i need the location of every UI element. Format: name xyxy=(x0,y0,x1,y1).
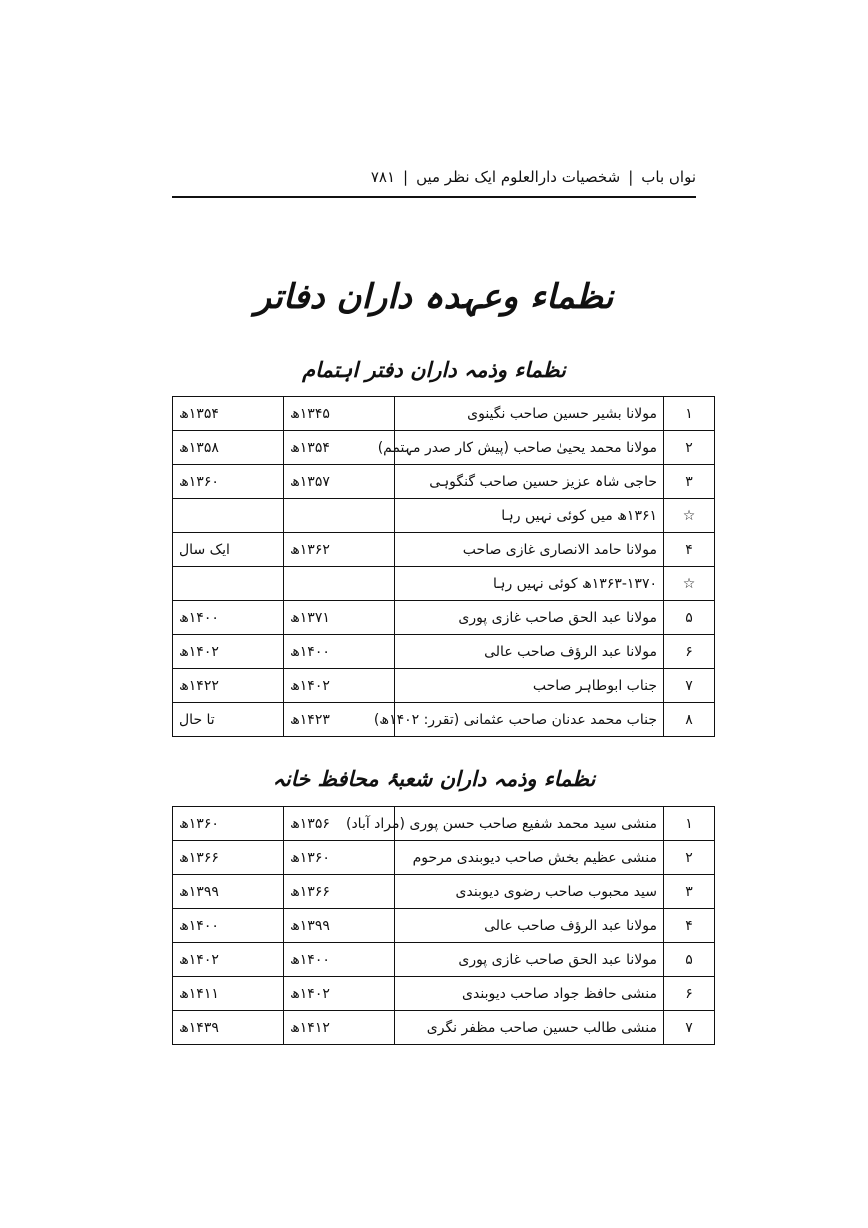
table-row xyxy=(173,841,715,875)
row-number: ۸ xyxy=(664,703,715,737)
table-row xyxy=(173,1011,715,1045)
start-year: ۱۳۹۹ھ xyxy=(284,909,395,943)
row-number: ۴ xyxy=(664,909,715,943)
end-year: ۱۳۵۴ھ xyxy=(173,397,284,431)
end-year: ۱۴۲۲ھ xyxy=(173,669,284,703)
person-name: منشی طالب حسین صاحب مظفر نگری xyxy=(395,1011,664,1045)
row-number: ۷ xyxy=(664,669,715,703)
end-year: ۱۴۰۰ھ xyxy=(173,909,284,943)
start-year: ۱۳۷۱ھ xyxy=(284,601,395,635)
end-year: تا حال xyxy=(173,703,284,737)
row-number: ۳ xyxy=(664,465,715,499)
row-number: ۵ xyxy=(664,601,715,635)
person-name: سید محبوب صاحب رضوی دیوبندی xyxy=(395,875,664,909)
table-row xyxy=(173,567,715,601)
chapter-label: نواں باب xyxy=(641,168,696,186)
person-name: حاجی شاہ عزیز حسین صاحب گنگوہی xyxy=(395,465,664,499)
end-year: ۱۳۶۶ھ xyxy=(173,841,284,875)
table-row xyxy=(173,635,715,669)
person-name: جناب ابوطاہر صاحب xyxy=(395,669,664,703)
end-year: ۱۴۱۱ھ xyxy=(173,977,284,1011)
person-name: ۱۳۶۳-۱۳۷۰ھ کوئی نہیں رہا xyxy=(395,567,664,601)
end-year: ۱۳۹۹ھ xyxy=(173,875,284,909)
row-number: ۳ xyxy=(664,875,715,909)
header-separator: | xyxy=(628,168,634,186)
office-table xyxy=(172,396,715,737)
start-year: ۱۳۵۷ھ xyxy=(284,465,395,499)
person-name: مولانا عبد الحق صاحب غازی پوری xyxy=(395,943,664,977)
end-year xyxy=(173,499,284,533)
end-year xyxy=(173,567,284,601)
row-number: ☆ xyxy=(664,499,715,533)
row-number: ۴ xyxy=(664,533,715,567)
person-name: منشی عظیم بخش صاحب دیوبندی مرحوم xyxy=(395,841,664,875)
start-year: ۱۳۴۵ھ xyxy=(284,397,395,431)
section-label: شخصیات دارالعلوم ایک نظر میں xyxy=(416,168,621,186)
person-name: منشی حافظ جواد صاحب دیوبندی xyxy=(395,977,664,1011)
row-number: ۶ xyxy=(664,977,715,1011)
table-row xyxy=(173,703,715,737)
table-row xyxy=(173,977,715,1011)
row-number: ۲ xyxy=(664,841,715,875)
page-number: ۷۸۱ xyxy=(370,168,395,186)
section-title-records: نظماء وذمہ داران شعبۂ محافظ خانہ xyxy=(272,766,596,791)
start-year xyxy=(284,499,395,533)
person-name: منشی سید محمد شفیع صاحب حسن پوری (مراد آباد) xyxy=(395,807,664,841)
row-number: ۶ xyxy=(664,635,715,669)
person-name: مولانا بشیر حسین صاحب نگینوی xyxy=(395,397,664,431)
table-row xyxy=(173,875,715,909)
section-title-office: نظماء وذمہ داران دفتر اہتمام xyxy=(302,357,566,382)
person-name: مولانا عبد الحق صاحب غازی پوری xyxy=(395,601,664,635)
table-row xyxy=(173,943,715,977)
person-name: ۱۳۶۱ھ میں کوئی نہیں رہا xyxy=(395,499,664,533)
start-year: ۱۴۰۲ھ xyxy=(284,977,395,1011)
start-year: ۱۳۶۲ھ xyxy=(284,533,395,567)
page-title: نظماء وعہدہ داران دفاتر xyxy=(254,277,614,317)
row-number: ۱ xyxy=(664,807,715,841)
row-number: ۱ xyxy=(664,397,715,431)
running-header xyxy=(172,158,696,198)
table-row xyxy=(173,669,715,703)
start-year xyxy=(284,567,395,601)
end-year: ۱۴۰۰ھ xyxy=(173,601,284,635)
row-number: ۷ xyxy=(664,1011,715,1045)
end-year: ایک سال xyxy=(173,533,284,567)
end-year: ۱۳۶۰ھ xyxy=(173,465,284,499)
start-year: ۱۴۲۳ھ xyxy=(284,703,395,737)
person-name: مولانا عبد الرؤف صاحب عالی xyxy=(395,909,664,943)
table-row xyxy=(173,807,715,841)
table-row xyxy=(173,533,715,567)
end-year: ۱۴۰۲ھ xyxy=(173,635,284,669)
table-row xyxy=(173,397,715,431)
end-year: ۱۳۵۸ھ xyxy=(173,431,284,465)
person-name: مولانا عبد الرؤف صاحب عالی xyxy=(395,635,664,669)
end-year: ۱۴۰۲ھ xyxy=(173,943,284,977)
start-year: ۱۴۰۲ھ xyxy=(284,669,395,703)
table-row xyxy=(173,909,715,943)
records-table xyxy=(172,806,715,1045)
table-row xyxy=(173,431,715,465)
person-name: جناب محمد عدنان صاحب عثمانی (تقرر: ۱۴۰۲ھ) xyxy=(395,703,664,737)
row-number: ☆ xyxy=(664,567,715,601)
start-year: ۱۴۰۰ھ xyxy=(284,635,395,669)
table-row xyxy=(173,601,715,635)
start-year: ۱۳۶۶ھ xyxy=(284,875,395,909)
start-year: ۱۴۱۲ھ xyxy=(284,1011,395,1045)
header-separator: | xyxy=(403,168,409,186)
start-year: ۱۴۰۰ھ xyxy=(284,943,395,977)
start-year: ۱۳۶۰ھ xyxy=(284,841,395,875)
end-year: ۱۳۶۰ھ xyxy=(173,807,284,841)
person-name: مولانا محمد یحییٰ صاحب (پیش کار صدر مہتمم) xyxy=(395,431,664,465)
table-row xyxy=(173,465,715,499)
start-year: ۱۳۵۶ھ xyxy=(284,807,395,841)
table-row xyxy=(173,499,715,533)
start-year: ۱۳۵۴ھ xyxy=(284,431,395,465)
row-number: ۵ xyxy=(664,943,715,977)
end-year: ۱۴۳۹ھ xyxy=(173,1011,284,1045)
person-name: مولانا حامد الانصاری غازی صاحب xyxy=(395,533,664,567)
row-number: ۲ xyxy=(664,431,715,465)
